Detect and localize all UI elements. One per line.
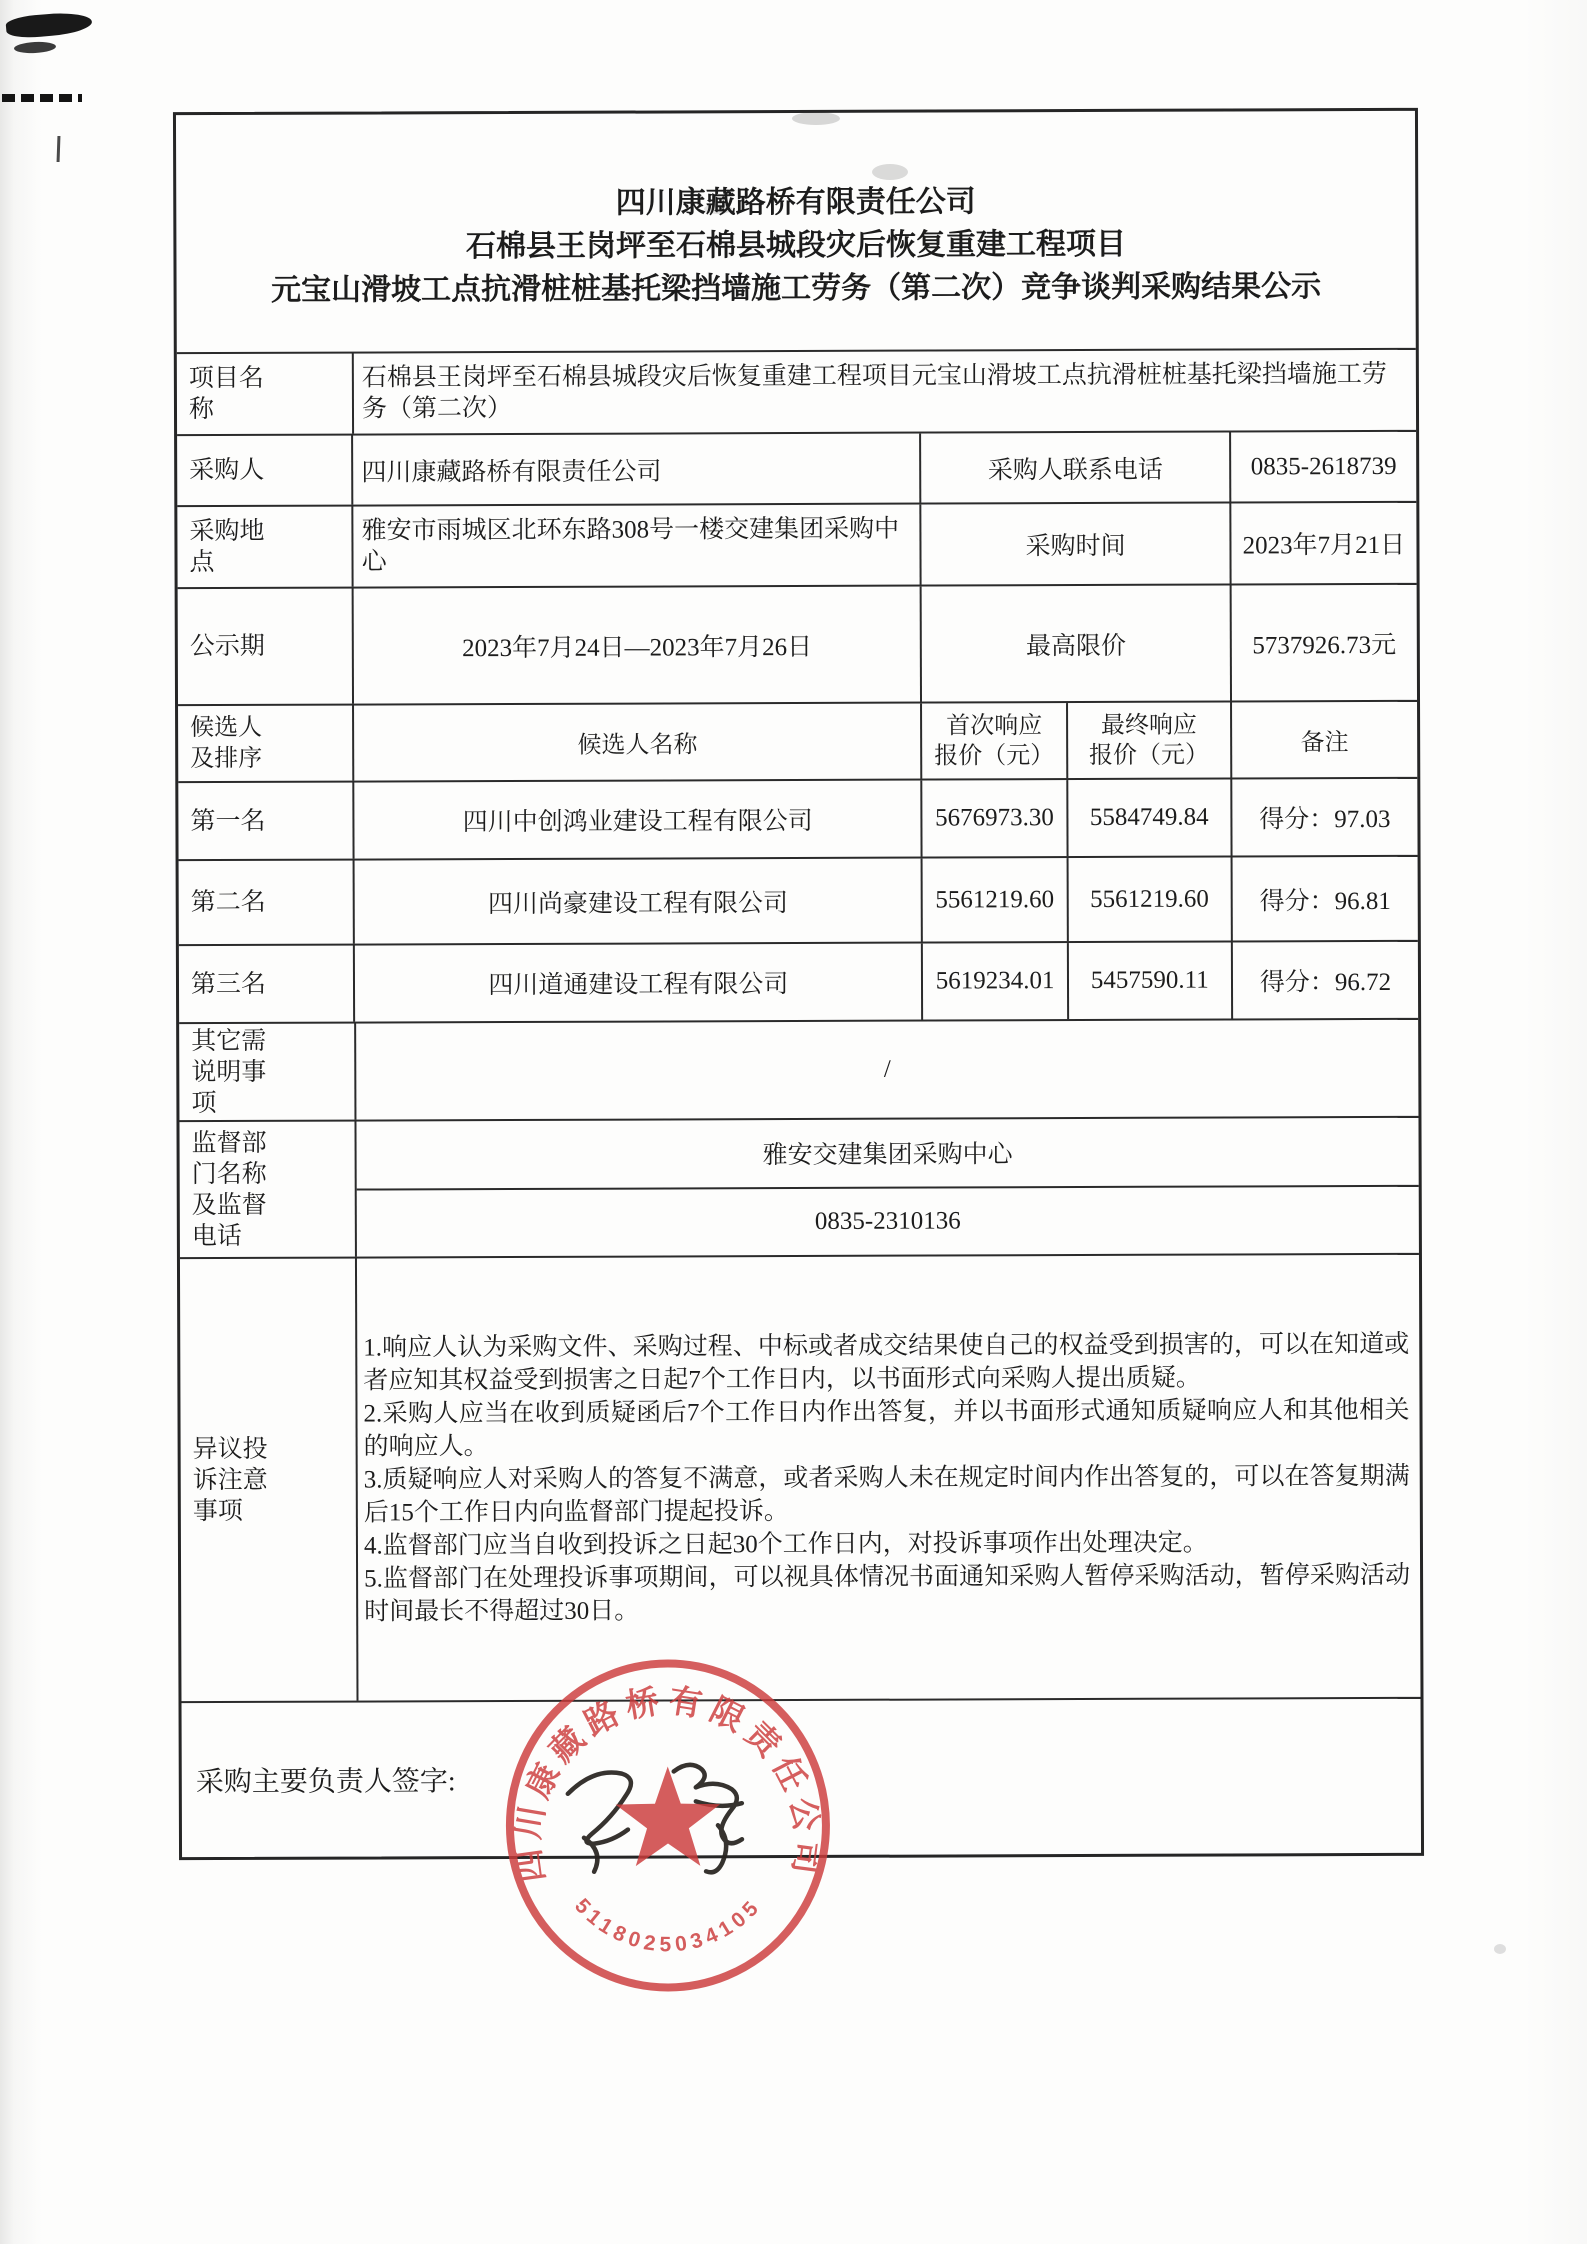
row-signature: [181, 1697, 1421, 1857]
row-supervision: [179, 1116, 1418, 1257]
candidate-3-remark: 得分：96.72: [1231, 942, 1418, 1019]
table-row-candidate-1: [178, 777, 1417, 859]
notice-item: 2.采购人应当在收到质疑函后7个工作日内作出答复，并以书面形式通知质疑响应人和其他相关的响应人。: [363, 1396, 1410, 1461]
candidates-name-header: 候选人名称: [352, 704, 920, 781]
row-other-notes: [179, 1018, 1418, 1120]
candidate-1-name: 四川中创鸿业建设工程有限公司: [352, 781, 920, 859]
svg-text:5118025034105: [570, 1894, 766, 1957]
row-publicity-period: [178, 583, 1417, 704]
project-name-label: 项目名 称: [188, 364, 264, 424]
row-location: [177, 501, 1416, 587]
candidate-2-name: 四川尚豪建设工程有限公司: [353, 859, 922, 944]
candidates-first-price-header: 首次响应 报价（元）: [920, 703, 1066, 779]
row-project-name: [177, 348, 1416, 434]
project-name-value: 石棉县王岗坪至石棉县城段灾后恢复重建工程项目元宝山滑坡工点抗滑桩桩基托梁挡墙施工劳务（第二次）: [352, 350, 1416, 434]
seal-code-text: 5118025034105: [570, 1893, 767, 1957]
purchaser-phone-label: 采购人联系电话: [920, 432, 1230, 502]
publicity-label: 公示期: [189, 632, 265, 661]
location-value: 雅安市雨城区北环东路308号一楼交建集团采购中心: [352, 505, 920, 587]
candidate-2-rank: 第二名: [190, 888, 266, 917]
candidate-3-final-price: 5457590.11: [1067, 942, 1231, 1019]
other-notes-value: /: [354, 1020, 1418, 1120]
title-line-result: 元宝山滑坡工点抗滑桩桩基托梁挡墙施工劳务（第二次）竞争谈判采购结果公示: [271, 269, 1322, 308]
candidates-final-price-header: 最终响应 报价（元）: [1066, 702, 1230, 778]
max-price-value: 5737926.73元: [1230, 585, 1417, 701]
candidates-remark-header: 备注: [1230, 702, 1417, 778]
scan-artifact: [57, 136, 61, 162]
publicity-value: 2023年7月24日—2023年7月26日: [352, 587, 921, 704]
candidate-1-final-price: 5584749.84: [1066, 779, 1230, 856]
notice-item: 5.监督部门在处理投诉事项期间，可以视具体情况书面通知采购人暂停采购活动，暂停采购活动时间最长不得超过30日。: [364, 1561, 1411, 1626]
supervision-phone: 0835-2310136: [357, 1184, 1419, 1256]
seal-company-text: 四川康藏路桥有限责任公司: [507, 1680, 829, 1885]
max-price-label: 最高限价: [920, 585, 1230, 701]
supervision-values: [354, 1118, 1418, 1257]
title-line-company: 四川康藏路桥有限责任公司: [615, 184, 976, 221]
notice-item: 3.质疑响应人对采购人的答复不满意，或者采购人未在规定时间内作出答复的，可以在答复期满后15个工作日内向监督部门提起投诉。: [363, 1462, 1410, 1527]
scan-artifact: [14, 41, 57, 54]
signature-label: 采购主要负责人签字:: [195, 1766, 456, 1799]
purchaser-phone-value: 0835-2618739: [1229, 432, 1416, 502]
candidate-2-remark: 得分：96.81: [1230, 857, 1417, 941]
candidate-2-first-price: 5561219.60: [921, 858, 1067, 942]
notice-item: 1.响应人认为采购文件、采购过程、中标或者成交结果使自己的权益受到损害的，可以在知道或者应知其权益受到损害之日起7个工作日内，以书面形式向采购人提出质疑。: [363, 1330, 1410, 1395]
candidate-1-rank: 第一名: [190, 807, 266, 835]
document-title: [176, 111, 1416, 352]
candidate-3-name: 四川道通建设工程有限公司: [353, 944, 921, 1022]
purchaser-label: 采购人: [189, 456, 265, 485]
objection-notice-label: 异议投 诉注意 事项: [192, 1435, 268, 1525]
other-notes-label: 其它需 说明事 项: [191, 1027, 267, 1117]
purchase-time-value: 2023年7月21日: [1229, 503, 1416, 584]
candidate-2-final-price: 5561219.60: [1066, 857, 1230, 941]
row-objection-notice: [180, 1253, 1421, 1701]
location-label: 采购地 点: [189, 517, 265, 577]
procurement-result-table: [173, 108, 1424, 1957]
candidate-1-remark: 得分：97.03: [1230, 779, 1417, 856]
scan-artifact: [2, 94, 82, 102]
row-purchaser: [177, 430, 1416, 505]
candidate-3-rank: 第三名: [190, 970, 267, 998]
table-row-candidate-3: [179, 940, 1418, 1022]
supervision-label: 监督部 门名称 及监督 电话: [191, 1129, 267, 1250]
scan-artifact: [5, 10, 93, 39]
candidate-3-first-price: 5619234.01: [921, 943, 1067, 1020]
supervision-name: 雅安交建集团采购中心: [762, 1141, 1013, 1170]
notice-item: 4.监督部门应当自收到投诉之日起30个工作日内，对投诉事项作出处理决定。: [363, 1529, 1208, 1560]
purchaser-value: 四川康藏路桥有限责任公司: [351, 434, 919, 505]
table-row-candidate-2: [179, 855, 1418, 944]
objection-notice-body: [355, 1255, 1421, 1701]
candidates-rank-header: 候选人 及排序: [190, 714, 263, 772]
candidate-1-first-price: 5676973.30: [921, 780, 1067, 857]
scan-artifact: [1494, 1944, 1506, 1954]
purchase-time-label: 采购时间: [920, 503, 1230, 584]
row-candidates-header: [178, 700, 1417, 781]
title-line-project: 石棉县王岗坪至石棉县城段灾后恢复重建工程项目: [465, 226, 1126, 265]
